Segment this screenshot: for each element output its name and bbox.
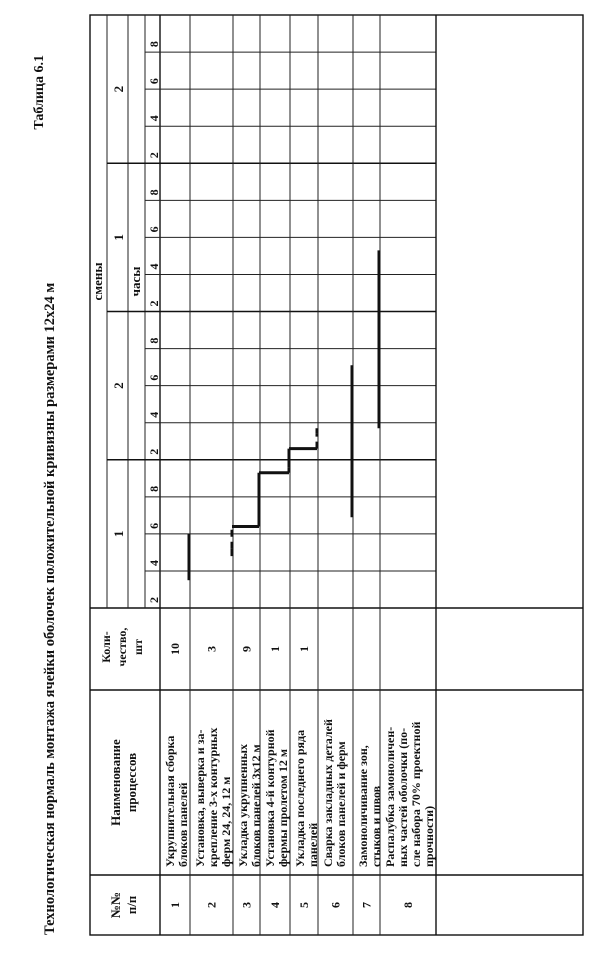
header-qty bbox=[99, 628, 145, 667]
header-num-line: п/п bbox=[124, 895, 139, 915]
hour-label: 4 bbox=[147, 263, 161, 270]
row-number: 4 bbox=[268, 902, 282, 908]
row-number: 1 bbox=[168, 902, 182, 908]
hour-label: 8 bbox=[147, 337, 161, 344]
hour-label: 8 bbox=[147, 485, 161, 492]
hour-label: 6 bbox=[147, 522, 161, 529]
row-process-name-line: фермы пролетом 12 м bbox=[276, 748, 290, 867]
row-process-name-line: стыков и швов bbox=[369, 785, 383, 867]
row-process-name bbox=[293, 730, 320, 867]
row-process-name-line: Установка 4-й контурной bbox=[263, 729, 277, 867]
row-number: 6 bbox=[328, 902, 343, 908]
table-label: Таблица 6.1 bbox=[32, 55, 47, 130]
hour-label: 6 bbox=[147, 226, 161, 233]
row-process-name bbox=[163, 736, 190, 867]
table-row bbox=[293, 646, 320, 908]
hour-label: 6 bbox=[147, 78, 161, 85]
day-number: 1 bbox=[111, 530, 126, 538]
row-number: 2 bbox=[204, 902, 219, 908]
row-process-name-line: Укрупнительная сборка bbox=[163, 735, 177, 867]
hour-label: 2 bbox=[147, 448, 161, 455]
table-row bbox=[356, 745, 383, 908]
header-name-line: Наименование bbox=[108, 739, 123, 826]
row-quantity: 3 bbox=[204, 646, 219, 652]
row-process-name bbox=[193, 728, 233, 867]
header-qty-line: Коли- bbox=[99, 631, 113, 663]
row-process-name-line: ных частей оболочки (по- bbox=[396, 727, 410, 867]
row-process-name-line: Замоноличивание зон, bbox=[356, 745, 370, 867]
header-qty-line: чество, bbox=[115, 627, 129, 667]
header-num bbox=[108, 892, 139, 918]
hour-label: 8 bbox=[147, 189, 161, 196]
row-process-name-line: прочности) bbox=[422, 805, 436, 867]
hour-label: 2 bbox=[147, 597, 161, 603]
header-shifts: смены bbox=[90, 262, 105, 301]
row-number: 5 bbox=[297, 902, 311, 908]
row-process-name-line: Укладка укрупненных bbox=[236, 743, 250, 867]
row-process-name-line: блоков панелей bbox=[176, 782, 190, 867]
row-process-name bbox=[383, 722, 436, 867]
row-process-name-line: крепление 3-х контурных bbox=[206, 727, 220, 867]
row-number: 3 bbox=[239, 902, 254, 908]
day-number: 1 bbox=[111, 234, 126, 241]
hour-label: 6 bbox=[147, 374, 161, 381]
table-title: Технологическая нормаль монтажа ячейки оболочек положительной кривизны размерами 12х24 м bbox=[42, 282, 58, 935]
row-quantity: 10 bbox=[168, 643, 182, 655]
row-process-name-line: блоков панелей и ферм bbox=[334, 741, 348, 867]
header-name bbox=[108, 739, 139, 826]
row-quantity: 9 bbox=[239, 646, 254, 652]
row-quantity: 1 bbox=[268, 646, 282, 652]
row-process-name-line: Сварка закладных деталей bbox=[321, 719, 335, 867]
row-process-name-line: блоков панелей 3х12 м bbox=[249, 744, 263, 867]
row-process-name-line: Укладка последнего ряда bbox=[293, 729, 307, 867]
hour-label: 4 bbox=[147, 411, 161, 418]
table-row bbox=[163, 643, 190, 908]
row-process-name-line: Установка, выверка и за- bbox=[193, 729, 207, 867]
row-process-name-line: панелей bbox=[306, 822, 320, 867]
hour-label: 4 bbox=[147, 115, 161, 122]
row-process-name bbox=[321, 719, 348, 867]
table-row bbox=[193, 646, 233, 908]
table-row bbox=[263, 646, 290, 908]
hour-label: 2 bbox=[147, 300, 161, 307]
hour-label: 8 bbox=[147, 41, 161, 48]
hour-label: 2 bbox=[147, 152, 161, 159]
row-process-name bbox=[263, 729, 290, 867]
row-process-name-line: ферм 24, 24, 12 м bbox=[219, 776, 233, 867]
hour-label: 4 bbox=[147, 559, 161, 566]
row-number: 8 bbox=[401, 902, 415, 908]
day-number: 2 bbox=[111, 382, 126, 389]
row-quantity: 1 bbox=[297, 646, 311, 652]
header-qty-line: шт bbox=[131, 638, 145, 656]
row-process-name bbox=[236, 744, 263, 867]
row-process-name-line: Распалубка замоноличен- bbox=[383, 726, 397, 867]
row-process-name-line: сле набора 70% проектной bbox=[409, 721, 423, 867]
row-process-name bbox=[356, 745, 383, 867]
header-num-line: №№ bbox=[108, 891, 123, 919]
table-row bbox=[236, 646, 263, 908]
day-number: 2 bbox=[111, 85, 126, 93]
row-number: 7 bbox=[359, 902, 374, 908]
header-hours: часы bbox=[128, 266, 143, 297]
table-row bbox=[321, 719, 348, 908]
table-row bbox=[383, 722, 436, 908]
header-name-line: процессов bbox=[124, 752, 139, 813]
